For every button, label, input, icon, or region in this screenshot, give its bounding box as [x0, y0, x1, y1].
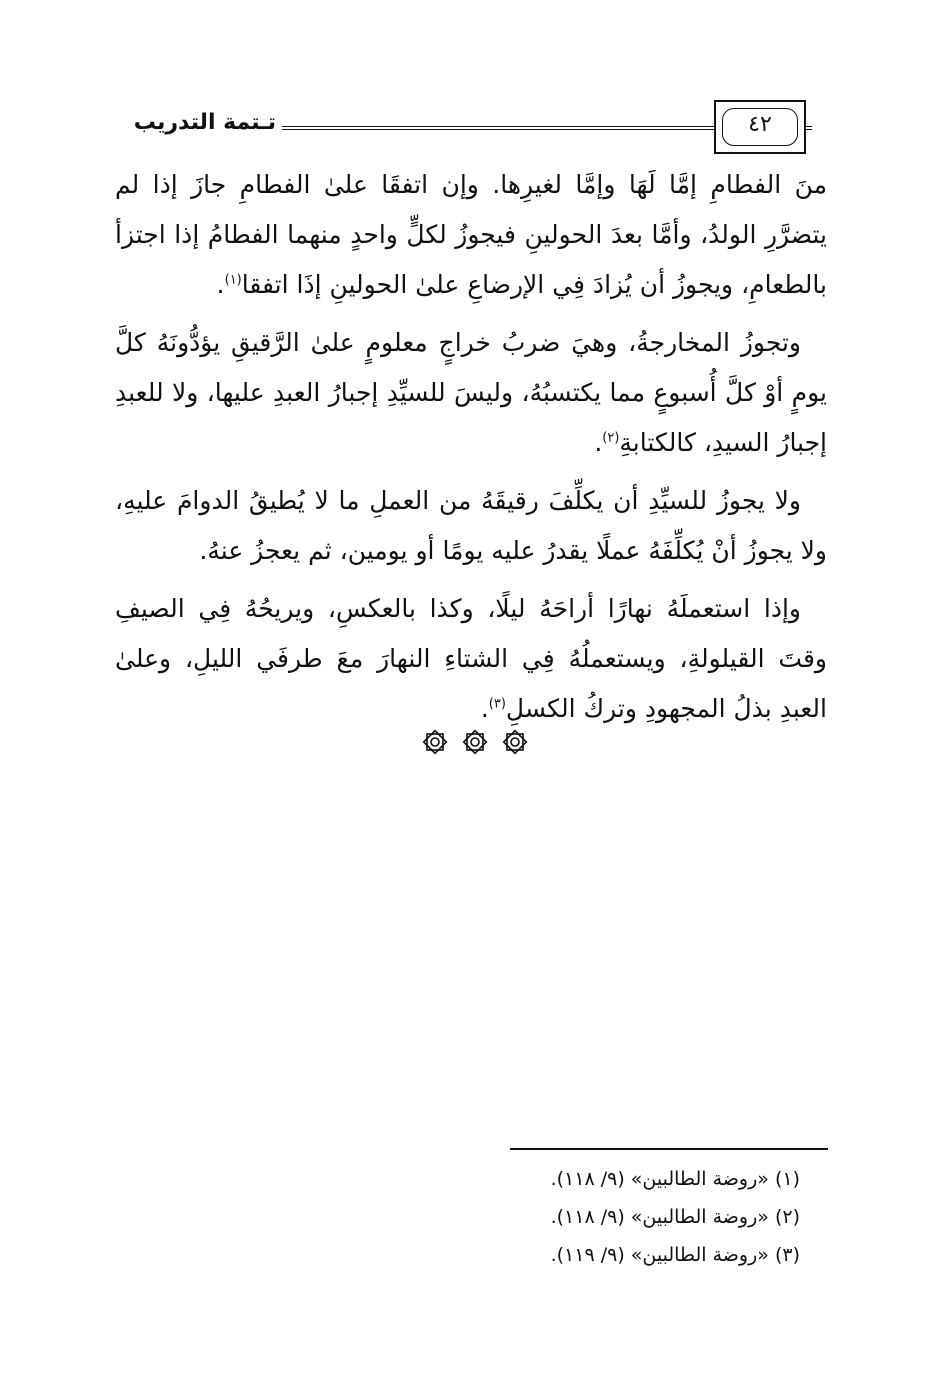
- paragraph-4-end: .: [480, 694, 489, 723]
- paragraph-4: [115, 584, 827, 734]
- paragraph-2-text: وتجوزُ المخارجةُ، وهيَ ضربُ خراجٍ معلومٍ علىٰ الرَّقيقِ يؤدُّونَهُ كلَّ يومٍ أوْ كلَّ أُسبوعٍ مما يكتسبُهُ، وليسَ للسيِّدِ إجبارُ العبدِ عليها، ولا للعبدِ إجبارُ السيدِ، كالكتابةِ: [115, 328, 827, 457]
- paragraph-3: ولا يجوزُ للسيِّدِ أن يكلِّفَ رقيقَهُ من العملِ ما لا يُطيقُ الدوامَ عليهِ، ولا يجوزُ أنْ يُكلِّفَهُ عملًا يقدرُ عليه يومًا أو يومين، ثم يعجزُ عنهُ.: [115, 486, 827, 565]
- page-number-frame: [714, 100, 806, 154]
- footnote-ref-1: (١): [224, 272, 242, 288]
- page-body: [115, 160, 827, 742]
- footnote-ref-3: (٣): [488, 696, 506, 712]
- paragraph-4-text: وإذا استعملَهُ نهارًا أراحَهُ ليلًا، وكذا بالعكسِ، ويريحُهُ فِي الصيفِ وقتَ القيلولةِ، ويستعملُهُ فِي الشتاءِ النهارَ معَ طرفَي الليلِ، وعلىٰ العبدِ بذلُ المجهودِ وتركُ الكسلِ: [115, 594, 827, 723]
- paragraph-2: [115, 318, 827, 468]
- paragraph-1: [115, 160, 827, 310]
- footnote-separator: [510, 1148, 828, 1150]
- section-ornament: [420, 724, 530, 760]
- footnote-2: (٢) «روضة الطالبين» (٩/ ١١٨).: [550, 1206, 800, 1228]
- paragraph-1-text: منَ الفطامِ إمَّا لَهَا وإمَّا لغيرِها. وإن اتفقَا علىٰ الفطامِ جازَ إذا لم يتضرَّرِ الولدُ، وأمَّا بعدَ الحولينِ فيجوزُ لكلٍّ واحدٍ منهما الفطامُ إذا اجتزأ بالطعامِ، ويجوزُ أن يُزادَ فِي الإرضاعِ علىٰ الحولينِ إذَا اتفقا: [115, 170, 827, 299]
- footnote-1: (١) «روضة الطالبين» (٩/ ١١٨).: [550, 1168, 800, 1190]
- eight-pointed-star-icon: [500, 727, 530, 757]
- paragraph-2-end: .: [594, 428, 603, 457]
- eight-pointed-star-icon: [460, 727, 490, 757]
- footnotes: [400, 1160, 800, 1274]
- paragraph-1-end: .: [216, 270, 225, 299]
- page-number: ٤٢: [748, 112, 772, 137]
- footnote-ref-2: (٢): [602, 430, 620, 446]
- footnote-3: (٣) «روضة الطالبين» (٩/ ١١٩).: [550, 1244, 800, 1266]
- running-title: تـتمة التدريب: [120, 110, 282, 135]
- page-header: [110, 96, 830, 160]
- eight-pointed-star-icon: [420, 727, 450, 757]
